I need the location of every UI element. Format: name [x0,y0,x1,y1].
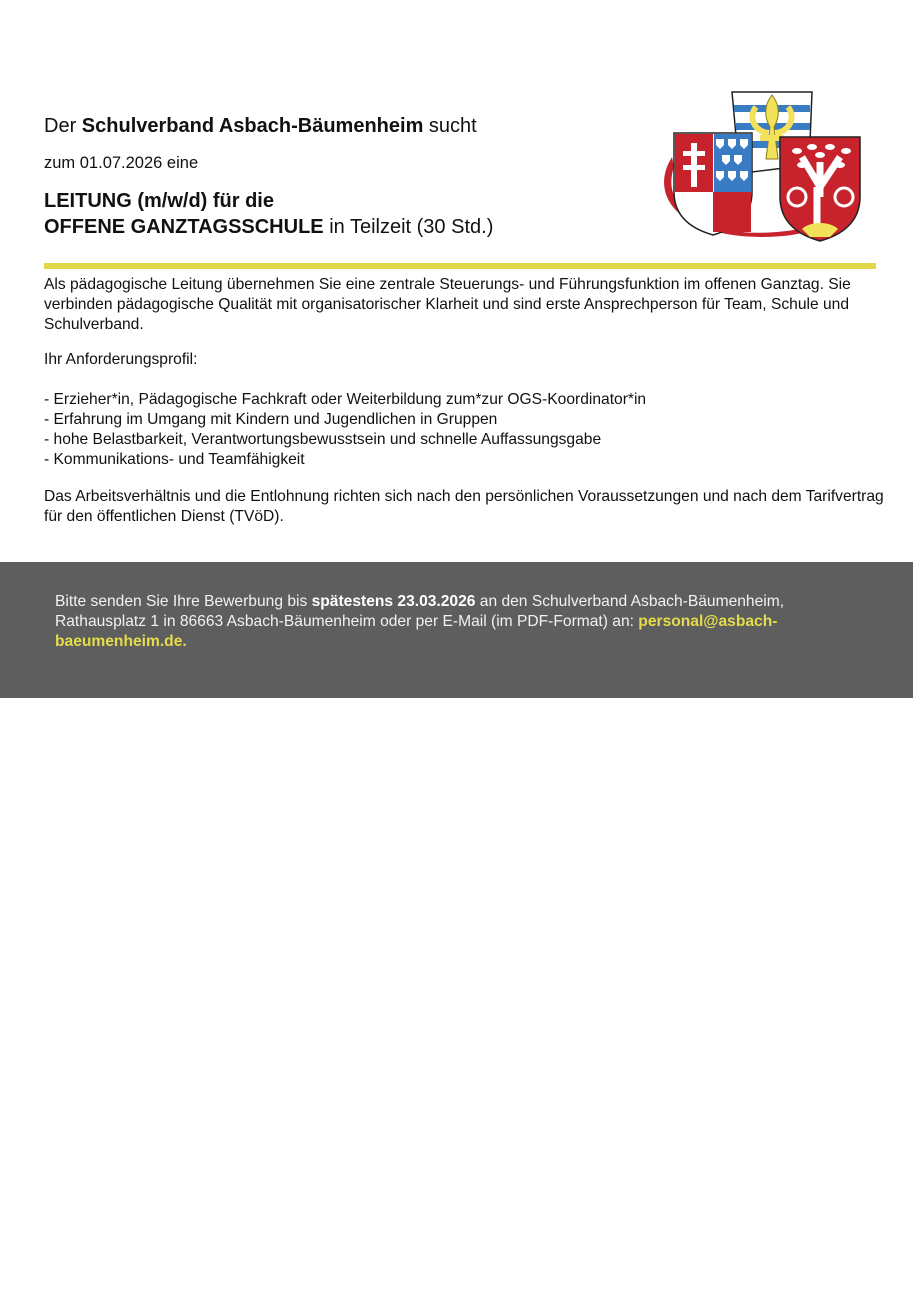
requirement-item: - Kommunikations- und Teamfähigkeit [44,451,305,468]
intro-heading [44,113,477,139]
requirement-item: - hohe Belastbarkeit, Verantwortungsbewusstsein und schnelle Auffassungsgabe [44,431,602,448]
coat-of-arms-logo-icon [652,87,872,253]
job-title [44,188,493,240]
application-instructions [55,592,875,652]
requirement-item: - Erzieher*in, Pädagogische Fachkraft oder Weiterbildung zum*zur OGS-Koordinator*in [44,391,647,408]
application-deadline: spätestens 23.03.2026 [311,593,476,610]
intro-prefix: Der [44,115,82,137]
intro-suffix: sucht [423,115,477,137]
requirement-item: - Erfahrung im Umgang mit Kindern und Jugendlichen in Gruppen [44,411,498,428]
requirements-list [44,390,884,470]
job-title-line2-rest: in Teilzeit (30 Std.) [323,216,494,238]
intro-paragraph: Als pädagogische Leitung übernehmen Sie eine zentrale Steuerungs- und Führungsfunktion im offenen Ganztag. Sie verbinden pädagogische Qualität mit organisatorischer Klarheit und sind erste Ansprechperson für Team, Schule und Schulverband. [44,276,851,333]
requirements-heading: Ihr Anforderungsprofil: [44,351,198,368]
organization-name: Schulverband Asbach-Bäumenheim [81,115,424,137]
application-text-before: Bitte senden Sie Ihre Bewerbung bis [55,593,312,610]
application-text-after: an den Schulverband Asbach-Bäumenheim, Rathausplatz 1 in 86663 Asbach-Bäumenheim oder per E-Mail (im PDF-Format) an: [55,593,785,630]
application-email-link[interactable]: personal@asbach-baeumenheim.de. [55,613,778,650]
job-title-line2-bold: OFFENE GANZTAGSSCHULE [44,216,324,238]
accent-divider [44,263,876,269]
employment-paragraph: Das Arbeitsverhältnis und die Entlohnung richten sich nach den persönlichen Voraussetzungen und nach dem Tarifvertrag für den öffentlichen Dienst (TVöD). [44,488,884,525]
job-title-line1: LEITUNG (m/w/d) für die [44,190,274,212]
start-date-line: zum 01.07.2026 eine [44,154,199,172]
